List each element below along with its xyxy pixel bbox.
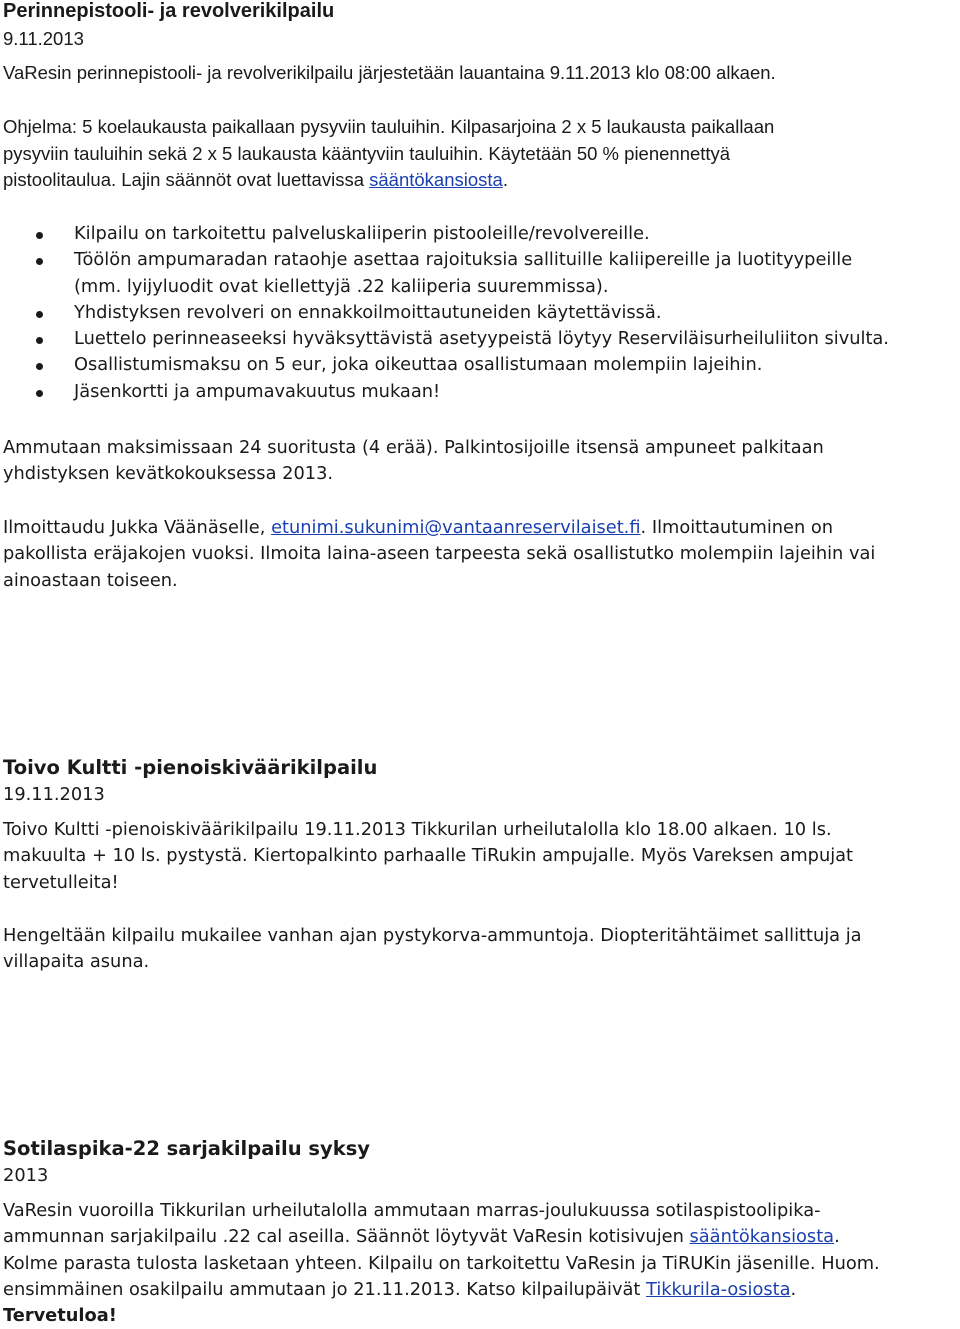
- program-line: [3, 167, 774, 194]
- paragraph-text: ammunnan sarjakilpailu .22 cal aseilla. Säännöt löytyvät VaResin kotisivujen: [3, 1226, 690, 1248]
- list-item-text: Osallistumismaksu on 5 eur, joka oikeuttaa osallistumaan molempiin lajeihin.: [74, 354, 763, 376]
- section2-paragraph: [3, 817, 853, 896]
- bullet-icon: [36, 337, 43, 344]
- bullet-icon: [36, 232, 43, 239]
- program-line: pysyviin tauluihin sekä 2 x 5 laukausta kääntyviin tauluihin. Käytetään 50 % pienennettyä: [3, 142, 731, 164]
- list-item-text: Yhdistyksen revolveri on ennakkoilmoittautuneiden käytettävissä.: [74, 301, 662, 323]
- paragraph-line: Kolme parasta tulosta lasketaan yhteen. Kilpailu on tarkoitettu VaResin ja TiRUKin jäsenille. Huom.: [3, 1252, 880, 1274]
- bullet-icon: [36, 311, 43, 318]
- section2-paragraph-2: [3, 923, 862, 976]
- list-item: [3, 221, 948, 247]
- list-item-text: (mm. lyijyluodit ovat kiellettyjä .22 kaliiperia suuremmissa).: [74, 275, 609, 297]
- tikkurila-section-link[interactable]: Tikkurila-osiosta: [646, 1278, 791, 1300]
- program-text: pistoolitaulua. Lajin säännöt ovat luettavissa: [3, 169, 370, 190]
- rules-folder-link[interactable]: sääntökansiosta: [369, 169, 503, 190]
- paragraph-line: Toivo Kultti -pienoiskiväärikilpailu 19.11.2013 Tikkurilan urheilutalolla klo 18.00 alkaen. 10 ls.: [3, 819, 832, 840]
- paragraph-line: Hengeltään kilpailu mukailee vanhan ajan pystykorva-ammuntoja. Diopteritähtäimet sallittuja ja: [3, 925, 862, 946]
- paragraph-text-end: .: [834, 1226, 840, 1248]
- section3-date: 2013: [3, 1165, 49, 1186]
- section1-rounds: [3, 435, 824, 488]
- paragraph-line: villapaita asuna.: [3, 951, 150, 973]
- bullet-icon: [36, 258, 43, 265]
- paragraph-line: [3, 1224, 880, 1250]
- list-item-text: Kilpailu on tarkoitettu palveluskaliiperin pistooleille/revolvereille.: [74, 223, 650, 244]
- program-text-end: .: [502, 169, 508, 190]
- list-item: [3, 247, 948, 300]
- section1-program: [3, 114, 774, 194]
- signup-line: pakollista eräjakojen vuoksi. Ilmoita laina-aseen tarpeesta sekä osallistutko molempiin lajeihin vai: [3, 543, 876, 565]
- rules-bullet-list: [3, 221, 948, 405]
- section2-title: Toivo Kultti -pienoiskiväärikilpailu: [3, 756, 378, 779]
- signup-line: ainoastaan toiseen.: [3, 569, 178, 591]
- section1-signup: [3, 515, 875, 594]
- list-item-text: Jäsenkortti ja ampumavakuutus mukaan!: [74, 380, 441, 402]
- section3-paragraph: [3, 1198, 880, 1329]
- rounds-line: yhdistyksen kevätkokouksessa 2013.: [3, 463, 334, 485]
- list-item: [3, 326, 948, 352]
- bullet-icon: [36, 363, 43, 370]
- paragraph-text: ensimmäinen osakilpailu ammutaan jo 21.11.2013. Katso kilpailupäivät: [3, 1278, 646, 1300]
- list-item: [3, 352, 948, 378]
- paragraph-line: makuulta + 10 ls. pystystä. Kiertopalkinto parhaalle TiRukin ampujalle. Myös Vareksen ampujat: [3, 845, 854, 867]
- section1-intro: VaResin perinnepistooli- ja revolverikilpailu järjestetään lauantaina 9.11.2013 klo 08:00 alkaen.: [3, 62, 776, 83]
- email-link[interactable]: etunimi.sukunimi@vantaanreservilaiset.fi: [271, 517, 641, 538]
- list-item: [3, 300, 948, 326]
- section2-date: 19.11.2013: [3, 784, 105, 805]
- bullet-icon: [36, 390, 43, 397]
- list-item-text: Töölön ampumaradan rataohje asettaa rajoituksia sallituille kaliipereille ja luotityypeille: [74, 249, 853, 271]
- section1-date: 9.11.2013: [3, 28, 84, 49]
- section3-title: Sotilaspika-22 sarjakilpailu syksy: [3, 1137, 371, 1160]
- program-line: Ohjelma: 5 koelaukausta paikallaan pysyviin tauluihin. Kilpasarjoina 2 x 5 laukausta paikallaan: [3, 116, 775, 137]
- rules-folder-link-2[interactable]: sääntökansiosta: [689, 1226, 835, 1248]
- list-item-text: Luettelo perinneaseeksi hyväksyttävistä asetyypeistä löytyy Reserviläisurheiluliiton sivulta.: [74, 328, 889, 350]
- section1-title: Perinnepistooli- ja revolverikilpailu: [3, 0, 335, 22]
- paragraph-line: [3, 1277, 880, 1303]
- signup-line: [3, 515, 875, 541]
- paragraph-line: VaResin vuoroilla Tikkurilan urheilutalolla ammutaan marras-joulukuussa sotilaspistoolipika-: [3, 1200, 821, 1221]
- signup-text-end: . Ilmoittautuminen on: [640, 517, 834, 538]
- paragraph-line: tervetulleita!: [3, 871, 119, 893]
- rounds-line: Ammutaan maksimissaan 24 suoritusta (4 erää). Palkintosijoille itsensä ampuneet palkitaan: [3, 437, 824, 458]
- signup-text: Ilmoittaudu Jukka Väänäselle,: [3, 517, 272, 538]
- list-item: [3, 379, 948, 405]
- closing-greeting: Tervetuloa!: [3, 1305, 117, 1327]
- paragraph-text-end: .: [790, 1278, 797, 1300]
